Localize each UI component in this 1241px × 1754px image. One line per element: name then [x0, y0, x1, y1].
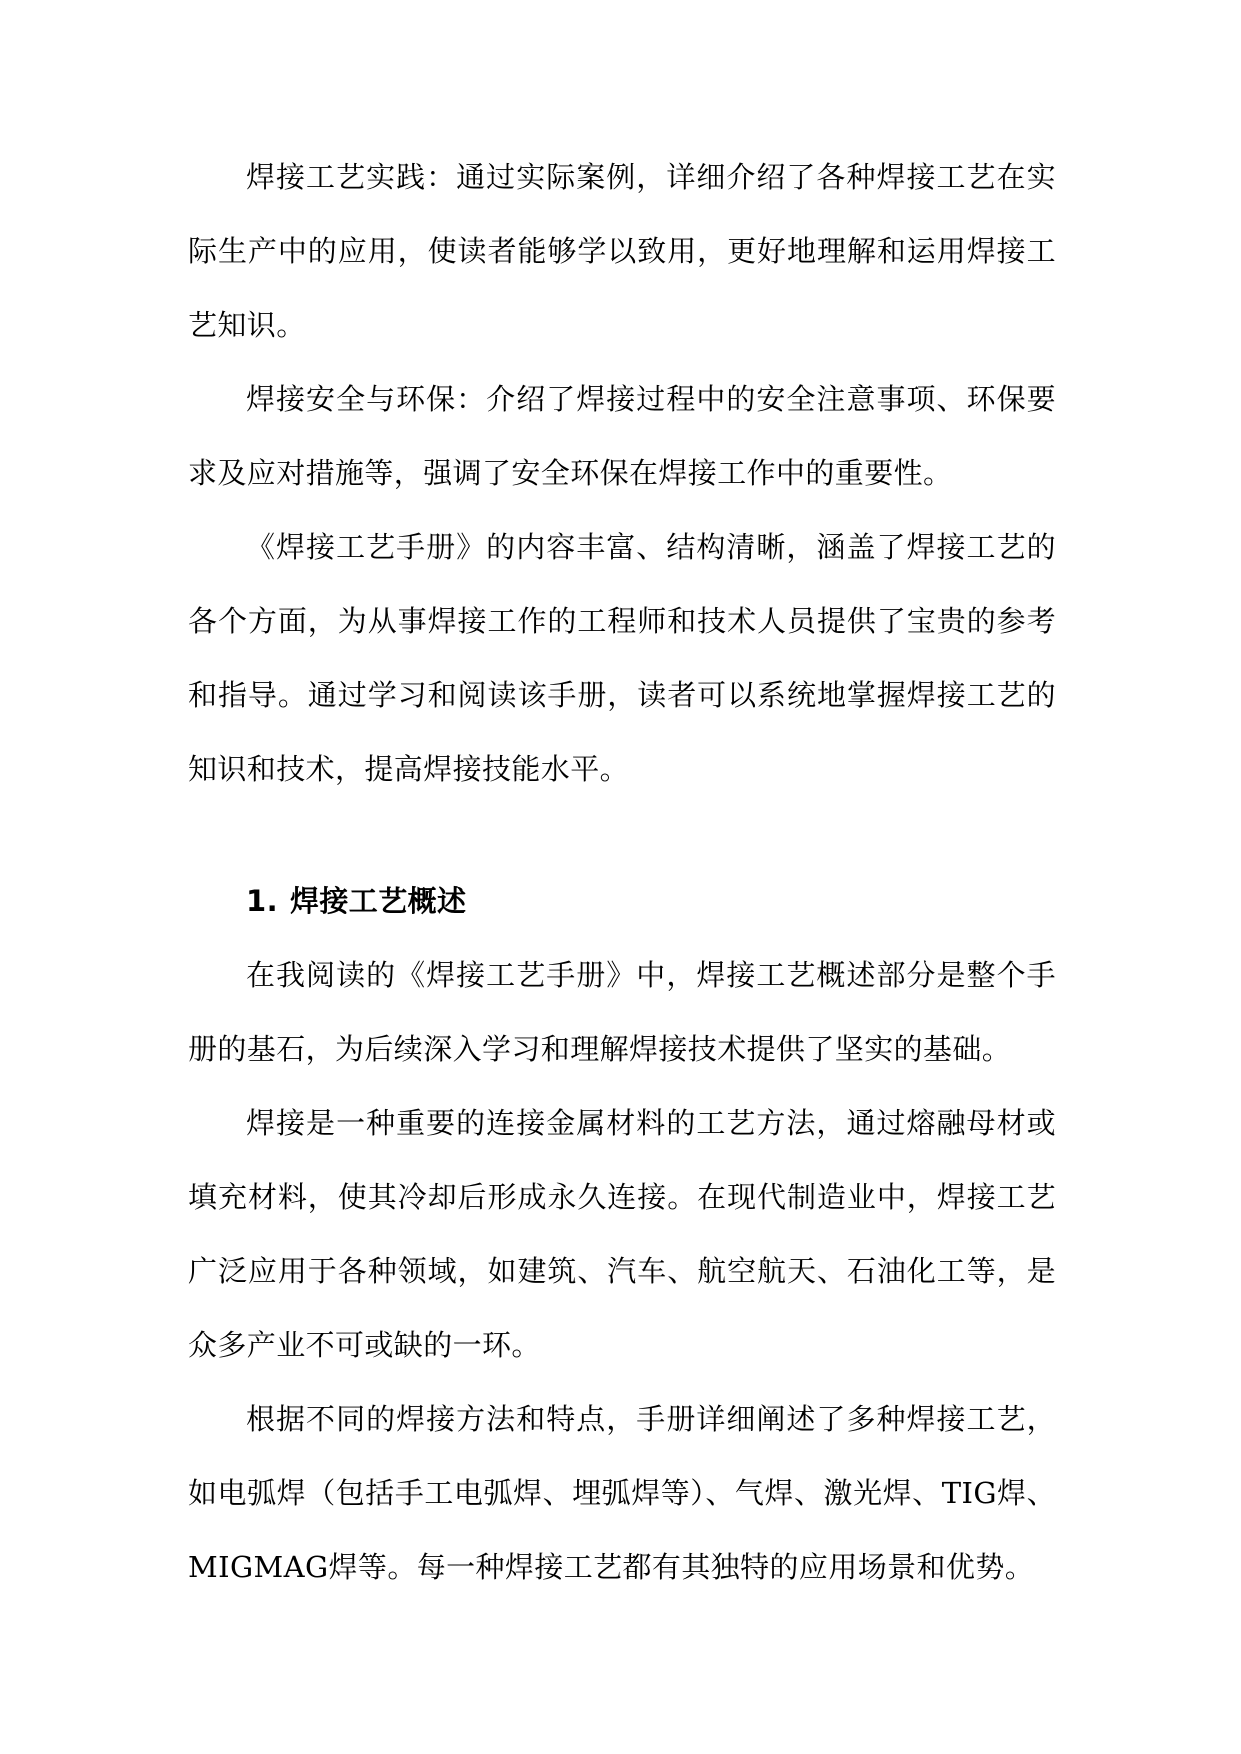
paragraph-manual-summary: 《焊接工艺手册》的内容丰富、结构清晰，涵盖了焊接工艺的各个方面，为从事焊接工作的工程师和技术人员提供了宝贵的参考和指导。通过学习和阅读该手册，读者可以系统地掌握焊接工艺的知识和技术，提高焊接技能水平。 — [188, 530, 1056, 786]
paragraph-welding-definition: 焊接是一种重要的连接金属材料的工艺方法，通过熔融母材或填充材料，使其冷却后形成永久连接。在现代制造业中，焊接工艺广泛应用于各种领域，如建筑、汽车、航空航天、石油化工等，是众多产业不可或缺的一环。 — [188, 1106, 1056, 1362]
paragraph-welding-methods: 根据不同的焊接方法和特点，手册详细阐述了多种焊接工艺，如电弧焊（包括手工电弧焊、埋弧焊等）、气焊、激光焊、TIG焊、MIGMAG焊等。每一种焊接工艺都有其独特的应用场景和优势。 — [188, 1402, 1056, 1584]
section-heading — [188, 864, 1056, 938]
section-number: 1. — [246, 884, 278, 918]
paragraph-safety-environment: 焊接安全与环保：介绍了焊接过程中的安全注意事项、环保要求及应对措施等，强调了安全环保在焊接工作中的重要性。 — [188, 382, 1056, 490]
paragraph-overview-intro: 在我阅读的《焊接工艺手册》中，焊接工艺概述部分是整个手册的基石，为后续深入学习和理解焊接技术提供了坚实的基础。 — [188, 958, 1056, 1066]
paragraph-welding-practice: 焊接工艺实践：通过实际案例，详细介绍了各种焊接工艺在实际生产中的应用，使读者能够学以致用，更好地理解和运用焊接工艺知识。 — [188, 160, 1056, 342]
section-title: 焊接工艺概述 — [290, 884, 467, 918]
document-body — [188, 140, 1056, 1604]
